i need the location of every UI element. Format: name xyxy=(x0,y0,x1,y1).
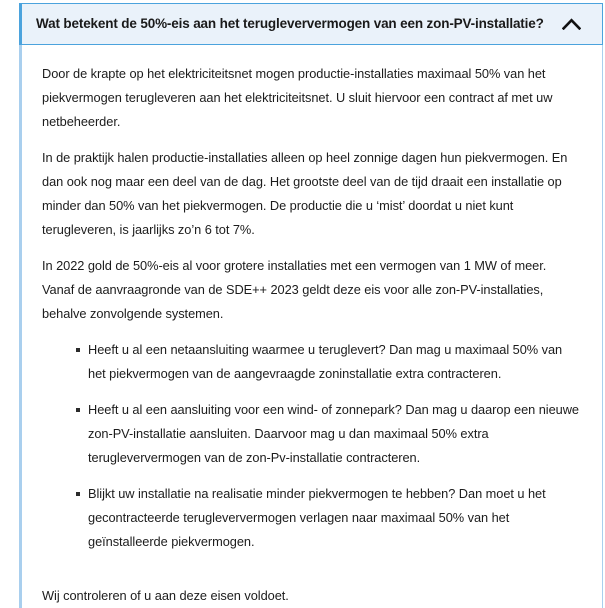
list-item-text: Blijkt uw installatie na realisatie minder piekvermogen te hebben? Dan moet u het gecontracteerde terugleververmogen verlagen naar maximaal 50% van het geïnstalleerde piekvermogen. xyxy=(88,486,546,549)
list-item xyxy=(76,482,580,554)
list-item xyxy=(76,398,580,470)
chevron-up-icon[interactable] xyxy=(558,11,584,37)
accordion-panel-content xyxy=(19,45,603,608)
list-spacer xyxy=(42,566,580,584)
accordion-header-toggle[interactable] xyxy=(19,3,603,45)
list-item xyxy=(76,338,580,386)
closing-paragraph: Wij controleren of u aan deze eisen voldoet. xyxy=(42,588,289,603)
square-bullet-icon xyxy=(76,492,80,496)
list-item-text: Heeft u al een aansluiting voor een wind- of zonnepark? Dan mag u daarop een nieuwe zon-PV-installatie aansluiten. Daarvoor mag u dan maximaal 50% extra terugleververmogen van de zon-Pv-installatie contracteren. xyxy=(88,402,579,465)
accordion-question-title: Wat betekent de 50%-eis aan het terugleververmogen van een zon-PV-installatie? xyxy=(36,15,544,31)
list-item-text: Heeft u al een netaansluiting waarmee u teruglevert? Dan mag u maximaal 50% van het piekvermogen van de aangevraagde zoninstallatie extra contracteren. xyxy=(88,342,563,381)
square-bullet-icon xyxy=(76,408,80,412)
faq-accordion xyxy=(19,3,603,608)
paragraph-1: Door de krapte op het elektriciteitsnet mogen productie-installaties maximaal 50% van het piekvermogen terugleveren aan het elektriciteitsnet. U sluit hiervoor een contract af met uw netbeheerder. xyxy=(42,66,553,129)
paragraph-3: In 2022 gold de 50%-eis al voor grotere installaties met een vermogen van 1 MW of meer. Vanaf de aanvraagronde van de SDE++ 2023 geldt deze eis voor alle zon-PV-installaties, behalve zonvolgende systemen. xyxy=(42,258,547,321)
conditions-list xyxy=(42,338,580,554)
square-bullet-icon xyxy=(76,348,80,352)
paragraph-2: In de praktijk halen productie-installaties alleen op heel zonnige dagen hun piekvermogen. En dan ook nog maar een deel van de dag. Het grootste deel van de tijd draait een installatie op minder dan 50% van het piekvermogen. De productie die u ‘mist’ doordat u niet kunt terugleveren, is jaarlijks zo’n 6 tot 7%. xyxy=(42,150,568,237)
